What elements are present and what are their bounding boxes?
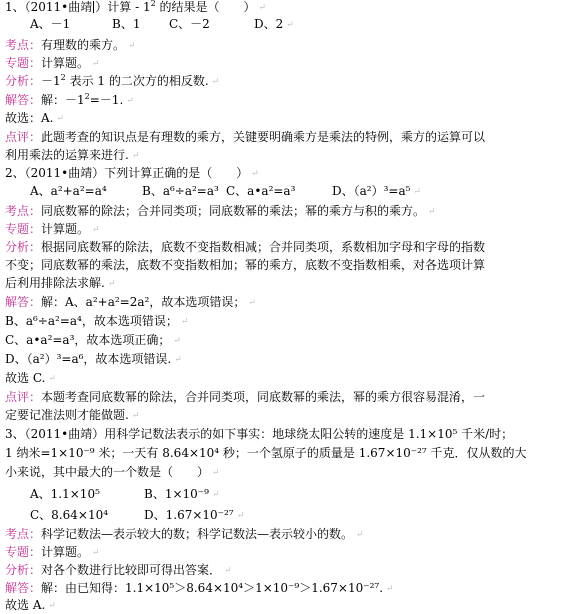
q2-jieda — [5, 295, 560, 310]
paragraph-mark-icon: ↵ — [128, 41, 136, 51]
q1-title-post: 的结果是（ ） — [155, 0, 256, 14]
paragraph-mark-icon: ↵ — [211, 77, 220, 87]
paragraph-mark-icon: ↵ — [173, 336, 181, 346]
q2-options — [30, 184, 560, 199]
paragraph-mark-icon: ↵ — [48, 374, 56, 384]
q2-fenxi — [5, 240, 560, 255]
q2-dianping-line1: 本题考查同底数幂的除法，合并同类项，同底数幂的乘法，幂的乘方很容易混淆，一 — [41, 390, 486, 404]
q1-kaodian-text: 有理数的乘方。 — [41, 38, 126, 52]
q1-fenxi-post: 表示 1 的二次方的相反数. — [65, 74, 209, 88]
q3-line1 — [5, 427, 560, 442]
label-kaodian: 考点： — [5, 38, 42, 52]
q2-title-text: 2、（2011•曲靖）下列计算正确的是（ ） — [5, 166, 249, 180]
q3-line3 — [5, 465, 560, 480]
q3-kaodian — [5, 527, 560, 542]
q1-option-d: D、2 — [254, 17, 284, 31]
q2-dianping-line2: 定要记准法则才能做题. — [5, 408, 129, 422]
q1-exponent: 2 — [150, 0, 156, 8]
q1-conclusion-text: 故选：A. — [5, 111, 54, 125]
q3-jieda-text: 解：由已知得：1.1×10⁵＞8.64×10⁴＞1×10⁻⁹＞1.67×10⁻²⁷. — [41, 581, 384, 595]
q2-fenxi-line1: 根据同底数幂的除法，底数不变指数相减；合并同类项，系数相加字母和字母的指数 — [41, 240, 486, 254]
q2-jieda-b-line — [5, 314, 560, 329]
q1-dianping-line2: 利用乘法的运算来进行. — [5, 148, 129, 162]
q3-line1-text: 3、（2011•曲靖）用科学记数法表示的如下事实：地球绕太阳公转的速度是 1.1×10⁵ 千米/时； — [5, 427, 514, 441]
q2-jieda-d-line — [5, 352, 560, 367]
paragraph-mark-icon: ↵ — [248, 298, 256, 308]
q2-option-b: B、a⁶÷a²=a³ — [142, 184, 219, 198]
paragraph-mark-icon: ↵ — [212, 468, 220, 478]
q3-kaodian-text: 科学记数法—表示较大的数；科学记数法—表示较小的数。 — [41, 527, 354, 541]
q2-conclusion-text: 故选 C. — [5, 371, 46, 385]
q2-fenxi-line2: 不变；同底数幂的乘法，底数不变指数相加；幂的乘方，底数不变指数相乘，对各选项计算 — [5, 258, 486, 272]
paragraph-mark-icon: ↵ — [131, 151, 140, 161]
q1-dianping-line1: 此题考查的知识点是有理数的乘方，关键要明确乘方是乘法的特例，乘方的运算可以 — [41, 130, 486, 144]
q2-fenxi-line3: 后利用排除法求解. — [5, 276, 105, 290]
q1-dianping — [5, 130, 560, 145]
q1-title-mid: ）计算 - 1 — [95, 0, 151, 14]
q3-line2 — [5, 446, 560, 461]
q3-zhuanti-text: 计算题。 — [41, 545, 90, 559]
paragraph-mark-icon: ↵ — [92, 59, 100, 69]
q1-fenxi-pre: －1 — [41, 74, 61, 88]
q2-option-d: D、（a²）³=a⁵ — [332, 184, 411, 198]
paragraph-mark-icon: ↵ — [48, 601, 56, 611]
paragraph-mark-icon: ↵ — [174, 355, 182, 365]
q2-kaodian — [5, 204, 560, 219]
paragraph-mark-icon: ↵ — [180, 317, 189, 327]
label-dianping: 点评： — [5, 130, 42, 144]
q2-conclusion — [5, 371, 560, 386]
q2-option-a: A、a²+a²=a⁴ — [30, 184, 107, 198]
q2-option-c: C、a•a²=a³ — [226, 184, 296, 198]
paragraph-mark-icon: ↵ — [224, 566, 232, 576]
paragraph-mark-icon: ↵ — [286, 20, 294, 30]
q1-zhuanti-text: 计算题。 — [41, 56, 90, 70]
q1-option-c: C、－2 — [169, 17, 210, 31]
q2-zhuanti-text: 计算题。 — [41, 222, 90, 236]
label-zhuanti: 专题： — [5, 222, 42, 236]
q1-dianping-cont — [5, 148, 560, 163]
label-fenxi: 分析： — [5, 240, 42, 254]
label-fenxi: 分析： — [5, 563, 42, 577]
q1-option-b: B、1 — [112, 17, 141, 31]
paragraph-mark-icon: ↵ — [386, 584, 394, 594]
q1-conclusion — [5, 111, 560, 126]
q1-title-pre: 1、（2011•曲靖 — [5, 0, 93, 14]
q3-options-cd — [30, 508, 560, 523]
label-jieda: 解答： — [5, 93, 42, 107]
q2-dianping-cont — [5, 408, 560, 423]
q3-fenxi — [5, 563, 560, 578]
paragraph-mark-icon: ↵ — [131, 411, 140, 421]
paragraph-mark-icon: ↵ — [258, 3, 267, 13]
paragraph-mark-icon: ↵ — [356, 530, 364, 540]
paragraph-mark-icon: ↵ — [92, 548, 100, 558]
q1-kaodian — [5, 38, 560, 53]
q2-jieda-c: C、a•a²=a³，故本选项正确； — [5, 333, 171, 347]
paragraph-mark-icon: ↵ — [56, 114, 65, 124]
q3-option-d: D、1.67×10⁻²⁷ — [144, 508, 234, 522]
q1-zhuanti — [5, 56, 560, 71]
paragraph-mark-icon: ↵ — [92, 225, 100, 235]
q2-dianping — [5, 390, 560, 405]
paragraph-mark-icon: ↵ — [251, 169, 259, 179]
q1-option-a: A、－1 — [30, 17, 71, 31]
q2-jieda-b: B、a⁶÷a²=a⁴，故本选项错误； — [5, 314, 178, 328]
q2-zhuanti — [5, 222, 560, 237]
label-jieda: 解答： — [5, 581, 42, 595]
q1-title — [5, 0, 560, 15]
paragraph-mark-icon: ↵ — [413, 187, 421, 197]
q2-fenxi-cont1 — [5, 258, 560, 273]
label-jieda: 解答： — [5, 295, 42, 309]
q3-option-a: A、1.1×10⁵ — [30, 487, 100, 501]
q3-option-c: C、8.64×10⁴ — [30, 508, 109, 522]
q2-jieda-d: D、（a²）³=a⁶，故本选项错误. — [5, 352, 172, 366]
q3-line3-text: 小来说，其中最大的一个数是（ ） — [5, 465, 210, 479]
q2-kaodian-text: 同底数幂的除法；合并同类项；同底数幂的乘法；幂的乘方与积的乘方。 — [41, 204, 426, 218]
q3-options-ab — [30, 487, 560, 502]
label-zhuanti: 专题： — [5, 545, 42, 559]
label-dianping: 点评： — [5, 390, 42, 404]
q1-options — [30, 17, 560, 32]
paragraph-mark-icon: ↵ — [107, 279, 116, 289]
q1-fenxi-exponent: 2 — [60, 73, 66, 82]
q1-jieda-exponent: 2 — [84, 92, 90, 101]
q2-title — [5, 166, 560, 181]
label-fenxi: 分析： — [5, 74, 42, 88]
q2-fenxi-cont2 — [5, 276, 560, 291]
paragraph-mark-icon: ↵ — [211, 490, 220, 500]
q1-jieda — [5, 93, 560, 108]
q3-option-b: B、1×10⁻⁹ — [144, 487, 209, 501]
q3-line2-text: 1 纳米=1×10⁻⁹ 米；一天有 8.64×10⁴ 秒；一个氢原子的质量是 1.67×10⁻²⁷ 千克．仅从数的大 — [5, 446, 527, 460]
label-kaodian: 考点： — [5, 204, 42, 218]
q1-fenxi — [5, 74, 560, 89]
paragraph-mark-icon: ↵ — [428, 207, 436, 217]
q2-jieda-a: 解：A、a²+a²=2a²，故本选项错误； — [41, 295, 246, 309]
paragraph-mark-icon: ↵ — [126, 96, 134, 106]
q3-conclusion — [5, 598, 560, 613]
label-kaodian: 考点： — [5, 527, 42, 541]
paragraph-mark-icon: ↵ — [236, 511, 245, 521]
label-zhuanti: 专题： — [5, 56, 42, 70]
q1-jieda-pre: 解：－1 — [41, 93, 85, 107]
q1-jieda-post: =－1. — [89, 93, 124, 107]
q2-jieda-c-line — [5, 333, 560, 348]
q3-conclusion-text: 故选 A. — [5, 598, 46, 612]
q3-jieda — [5, 581, 560, 596]
q3-zhuanti — [5, 545, 560, 560]
q3-fenxi-text: 对各个数进行比较即可得出答案． — [41, 563, 222, 577]
